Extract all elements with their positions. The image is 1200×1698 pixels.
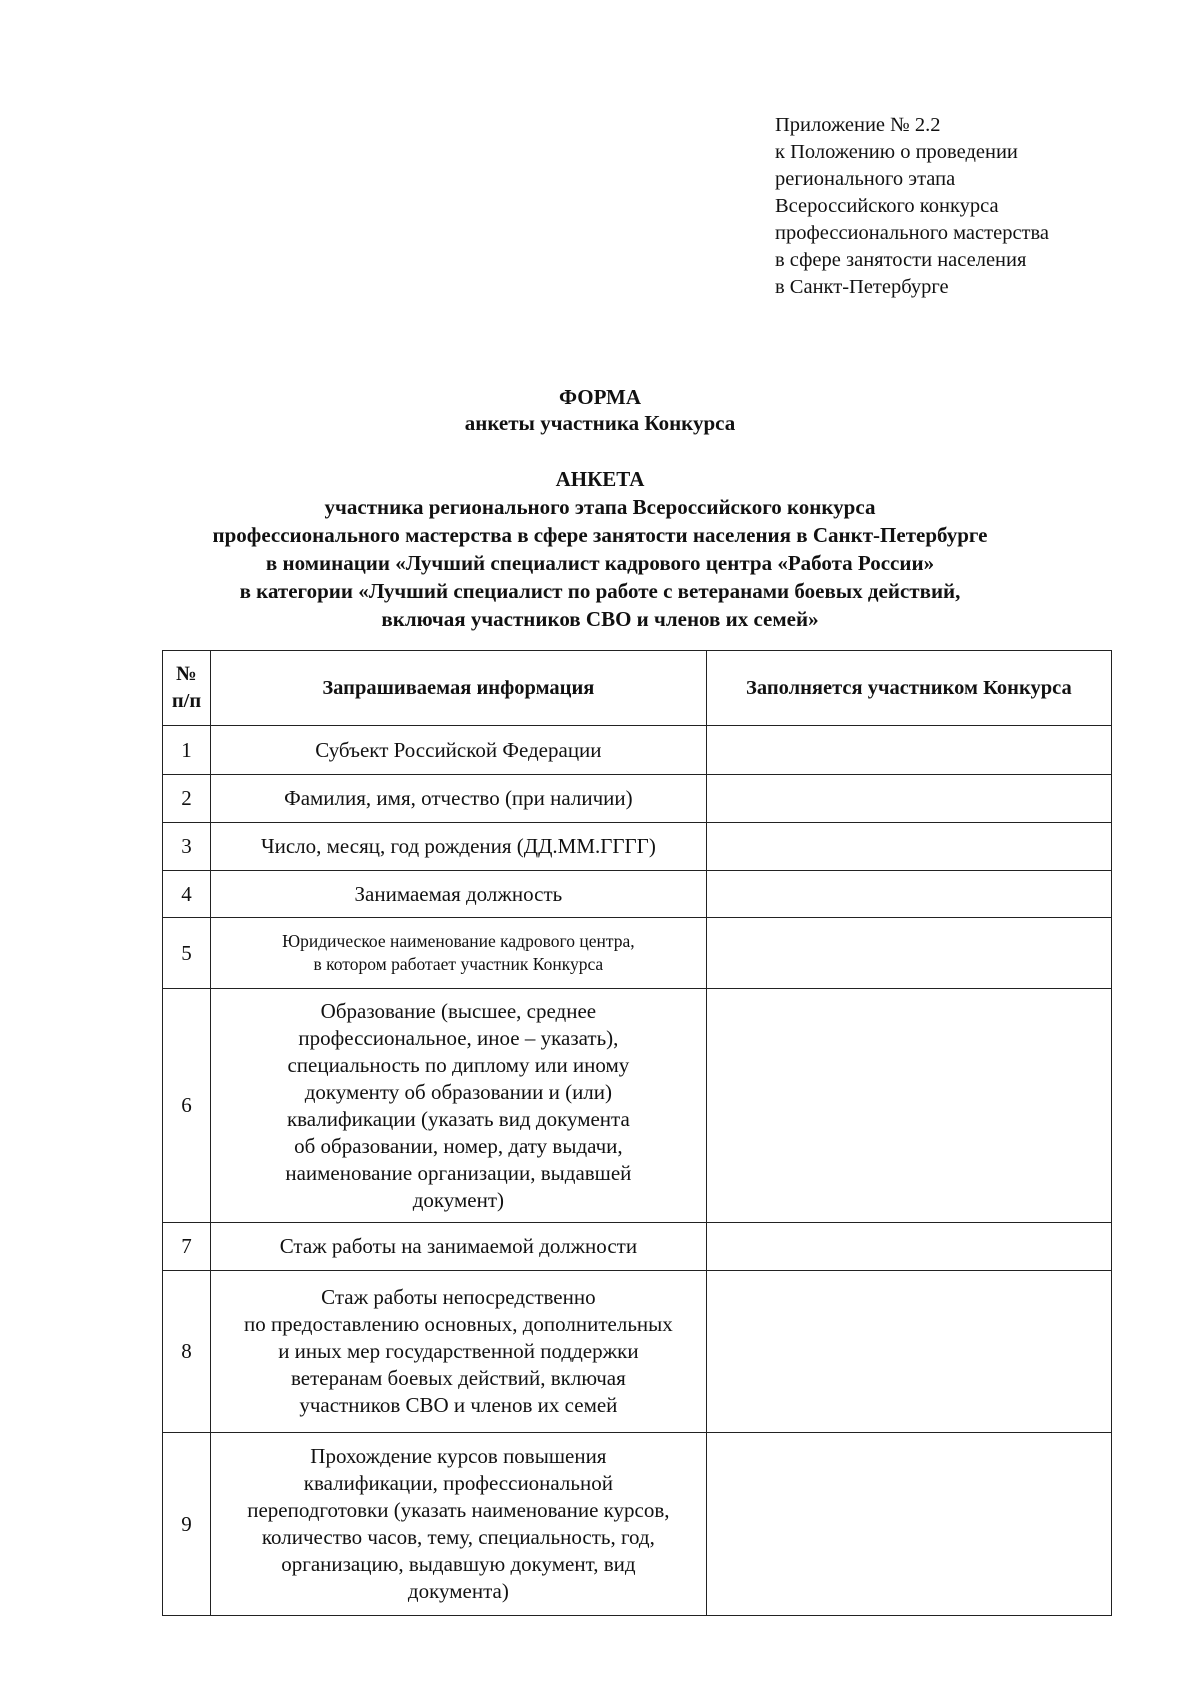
row-number: 2 bbox=[163, 775, 211, 823]
appendix-line: профессионального мастерства bbox=[775, 222, 1050, 244]
row-answer-field[interactable] bbox=[706, 823, 1111, 871]
row-info-line: ветеранам боевых действий, включая bbox=[291, 1366, 626, 1390]
header-num-label: п/п bbox=[171, 690, 202, 712]
form-title: ФОРМА bbox=[558, 385, 642, 409]
row-number: 3 bbox=[163, 823, 211, 871]
row-info bbox=[210, 1433, 706, 1616]
anketa-line: в категории «Лучший специалист по работе с ветеранами боевых действий, bbox=[239, 579, 961, 603]
row-answer-field[interactable] bbox=[706, 1271, 1111, 1433]
appendix-line: в сфере занятости населения bbox=[775, 249, 1027, 271]
row-info-line: Образование (высшее, среднее bbox=[320, 998, 597, 1023]
header-num-symbol: № bbox=[176, 663, 197, 685]
row-info bbox=[210, 1271, 706, 1433]
row-info-line: об образовании, номер, дату выдачи, bbox=[294, 1133, 623, 1158]
appendix-line: регионального этапа bbox=[775, 168, 956, 190]
anketa-title: АНКЕТА bbox=[555, 467, 645, 491]
appendix-line: Всероссийского конкурса bbox=[775, 195, 999, 217]
row-answer-field[interactable] bbox=[706, 871, 1111, 918]
anketa-line: профессионального мастерства в сфере занятости населения в Санкт-Петербурге bbox=[212, 523, 988, 547]
anketa-line: участника регионального этапа Всероссийского конкурса bbox=[324, 495, 876, 519]
form-subtitle: анкеты участника Конкурса bbox=[464, 411, 736, 435]
anketa-title-block bbox=[0, 465, 1200, 633]
row-info-line: Стаж работы непосредственно bbox=[321, 1285, 596, 1309]
appendix-line: к Положению о проведении bbox=[775, 141, 1018, 163]
row-info-line: Стаж работы на занимаемой должности bbox=[279, 1234, 638, 1258]
table-row bbox=[163, 1433, 1112, 1616]
row-info-line: Субъект Российской Федерации bbox=[315, 737, 602, 762]
row-info-line: наименование организации, выдавшей bbox=[285, 1160, 632, 1185]
row-answer-field[interactable] bbox=[706, 775, 1111, 823]
row-info-line: Прохождение курсов повышения bbox=[310, 1444, 607, 1468]
table-row bbox=[163, 871, 1112, 918]
appendix-line: в Санкт-Петербурге bbox=[775, 276, 949, 298]
row-number: 4 bbox=[163, 871, 211, 918]
table-row bbox=[163, 1223, 1112, 1271]
row-info bbox=[210, 775, 706, 823]
header-info: Запрашиваемая информация bbox=[210, 651, 706, 726]
appendix-header bbox=[775, 112, 1049, 301]
row-info-line: по предоставлению основных, дополнительных bbox=[244, 1312, 673, 1336]
table-row bbox=[163, 1271, 1112, 1433]
row-answer-field[interactable] bbox=[706, 1223, 1111, 1271]
row-info-line: и иных мер государственной поддержки bbox=[278, 1339, 639, 1363]
row-info-line: профессиональное, иное – указать), bbox=[298, 1025, 619, 1050]
row-info-line: переподготовки (указать наименование курсов, bbox=[247, 1498, 670, 1522]
table-row bbox=[163, 775, 1112, 823]
row-number: 1 bbox=[163, 726, 211, 775]
form-title-block bbox=[0, 384, 1200, 436]
row-number: 5 bbox=[163, 918, 211, 989]
row-info-line: квалификации, профессиональной bbox=[303, 1471, 613, 1495]
appendix-line: Приложение № 2.2 bbox=[775, 114, 941, 136]
row-info bbox=[210, 726, 706, 775]
row-number: 9 bbox=[163, 1433, 211, 1616]
table-row bbox=[163, 989, 1112, 1223]
table-row bbox=[163, 726, 1112, 775]
row-info-line: Фамилия, имя, отчество (при наличии) bbox=[284, 786, 633, 810]
row-answer-field[interactable] bbox=[706, 918, 1111, 989]
row-info-line: Число, месяц, год рождения (ДД.ММ.ГГГГ) bbox=[260, 834, 656, 858]
row-info-line: документу об образовании и (или) bbox=[304, 1079, 613, 1104]
row-number: 6 bbox=[163, 989, 211, 1223]
anketa-line: включая участников СВО и членов их семей» bbox=[381, 607, 819, 631]
row-info-line: квалификации (указать вид документа bbox=[286, 1106, 630, 1131]
row-answer-field[interactable] bbox=[706, 726, 1111, 775]
header-num bbox=[163, 651, 211, 726]
row-info-line: количество часов, тему, специальность, год, bbox=[261, 1525, 655, 1549]
row-info-line: документа) bbox=[407, 1579, 509, 1603]
header-fill: Заполняется участником Конкурса bbox=[706, 651, 1111, 726]
row-info bbox=[210, 989, 706, 1223]
table-row bbox=[163, 918, 1112, 989]
row-info-line: документ) bbox=[412, 1187, 505, 1212]
row-info-line: в котором работает участник Конкурса bbox=[313, 954, 604, 974]
row-info-line: организацию, выдавшую документ, вид bbox=[281, 1552, 636, 1576]
anketa-line: в номинации «Лучший специалист кадрового центра «Работа России» bbox=[265, 551, 935, 575]
row-answer-field[interactable] bbox=[706, 1433, 1111, 1616]
row-number: 7 bbox=[163, 1223, 211, 1271]
table-row bbox=[163, 823, 1112, 871]
questionnaire-table bbox=[162, 650, 1112, 1616]
row-number: 8 bbox=[163, 1271, 211, 1433]
row-info-line: Юридическое наименование кадрового центра, bbox=[282, 931, 635, 951]
row-info bbox=[210, 823, 706, 871]
row-info-line: Занимаемая должность bbox=[354, 881, 563, 906]
row-info bbox=[210, 1223, 706, 1271]
table-header-row bbox=[163, 651, 1112, 726]
row-answer-field[interactable] bbox=[706, 989, 1111, 1223]
row-info-line: специальность по диплому или иному bbox=[287, 1052, 630, 1077]
row-info bbox=[210, 871, 706, 918]
row-info-line: участников СВО и членов их семей bbox=[299, 1393, 618, 1417]
row-info bbox=[210, 918, 706, 989]
